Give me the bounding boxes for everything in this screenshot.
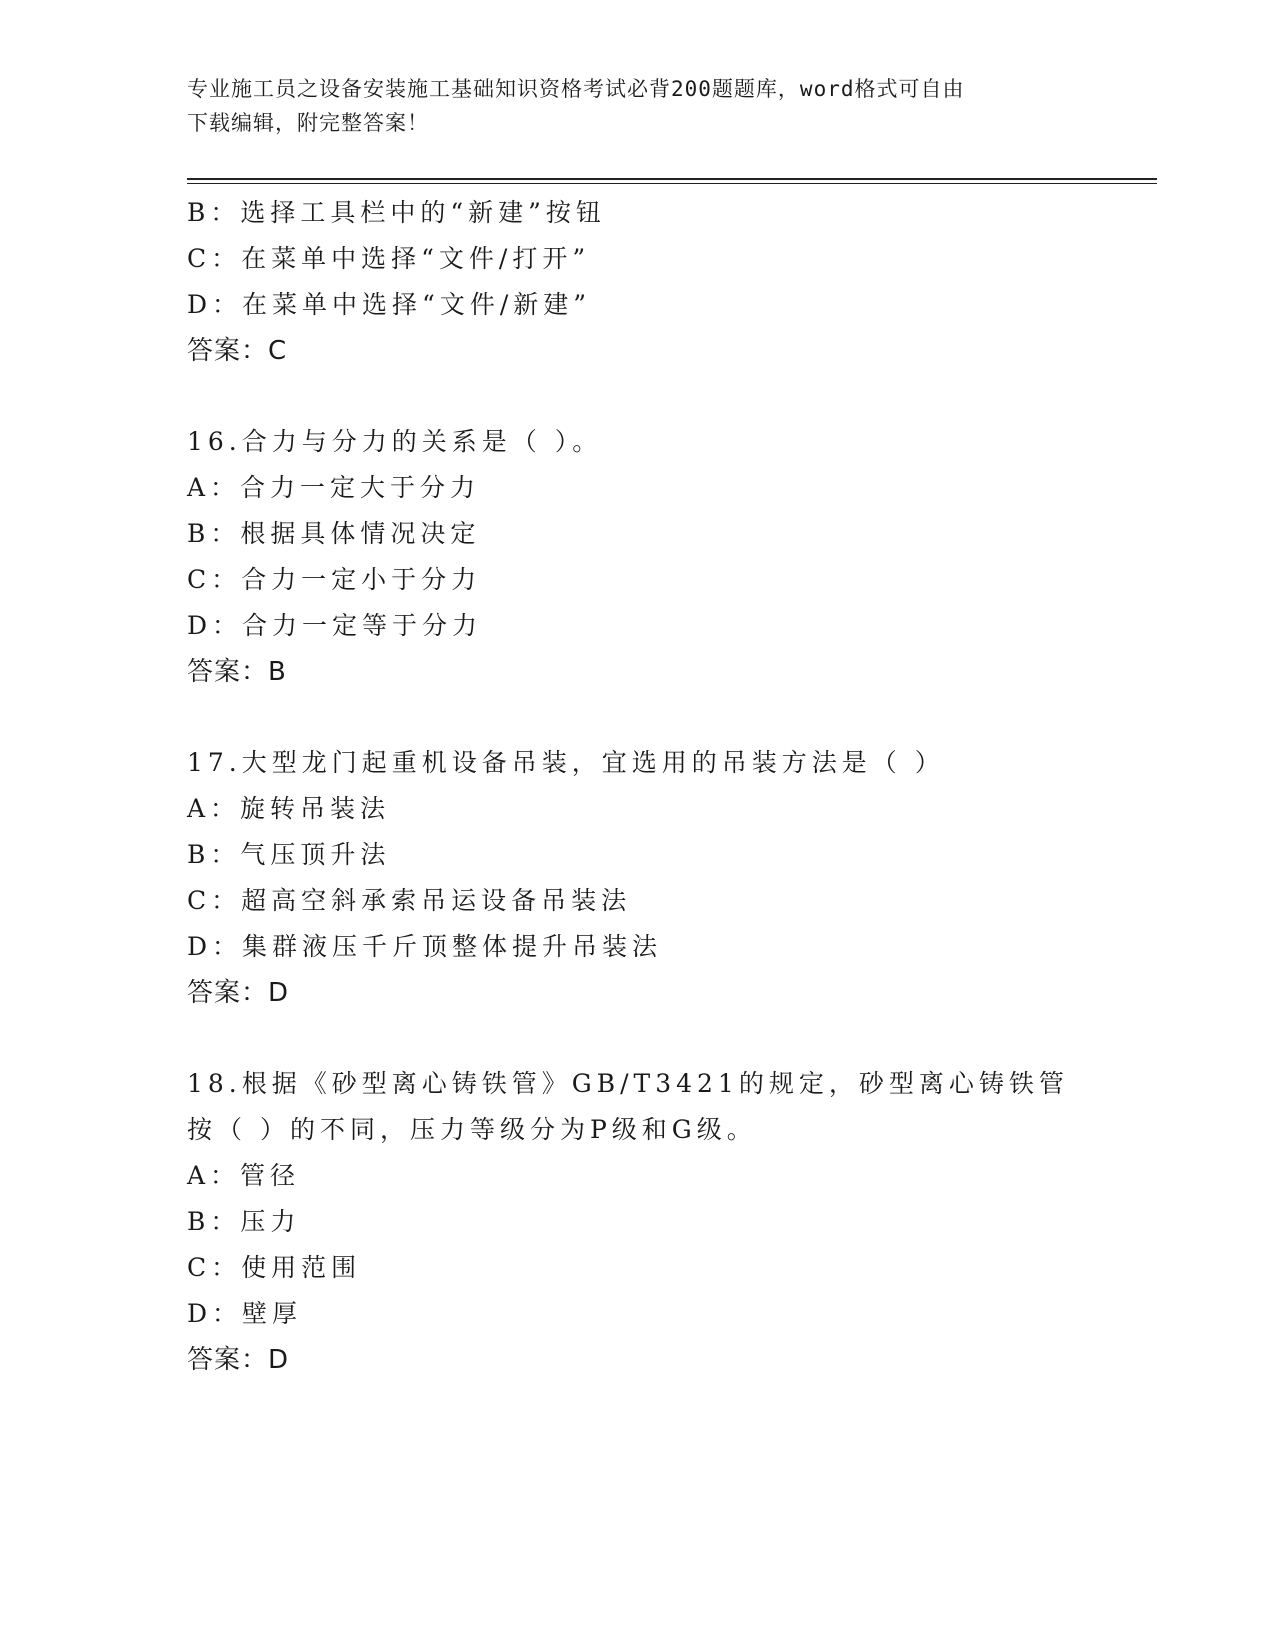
answer-line: 答案：C: [187, 336, 288, 366]
option-c: C：超高空斜承索吊运设备吊装法: [187, 886, 632, 915]
answer-line: 答案：B: [187, 657, 287, 687]
question-16: [187, 419, 1087, 695]
option-b: B：压力: [187, 1207, 301, 1236]
header-rule-thick: [187, 178, 1157, 180]
option-a: A：管径: [187, 1161, 301, 1190]
question-18: [187, 1061, 1087, 1383]
option-d: D：在菜单中选择“文件/新建”: [187, 290, 592, 319]
question-15-tail: [187, 190, 1087, 374]
option-b: B：选择工具栏中的“新建”按钮: [187, 198, 606, 227]
question-stem: 16.合力与分力的关系是（ ）。: [187, 427, 603, 456]
question-stem: 17.大型龙门起重机设备吊装，宜选用的吊装方法是（ ）: [187, 748, 945, 777]
question-list: [187, 190, 1087, 1383]
option-d: D：合力一定等于分力: [187, 611, 483, 640]
option-b: B：根据具体情况决定: [187, 519, 481, 548]
option-d: D：壁厚: [187, 1299, 303, 1328]
document-header: [187, 72, 1077, 140]
question-17: [187, 740, 1087, 1016]
answer-line: 答案：D: [187, 978, 290, 1008]
answer-line: 答案：D: [187, 1345, 290, 1375]
option-a: A：合力一定大于分力: [187, 473, 481, 502]
option-b: B：气压顶升法: [187, 840, 391, 869]
option-a: A：旋转吊装法: [187, 794, 391, 823]
header-line-2: 下载编辑，附完整答案！: [187, 111, 429, 135]
question-stem: 18.根据《砂型离心铸铁管》GB/T3421的规定，砂型离心铸铁管按（ ）的不同，压力等级分为P级和G级。: [187, 1069, 1069, 1144]
option-c: C：使用范围: [187, 1253, 362, 1282]
option-d: D：集群液压千斤顶整体提升吊装法: [187, 932, 663, 961]
option-c: C：合力一定小于分力: [187, 565, 482, 594]
header-line-1: 专业施工员之设备安装施工基础知识资格考试必背200题题库，word格式可自由: [187, 77, 965, 101]
option-c: C：在菜单中选择“文件/打开”: [187, 244, 591, 273]
header-rule-thin: [187, 183, 1157, 184]
